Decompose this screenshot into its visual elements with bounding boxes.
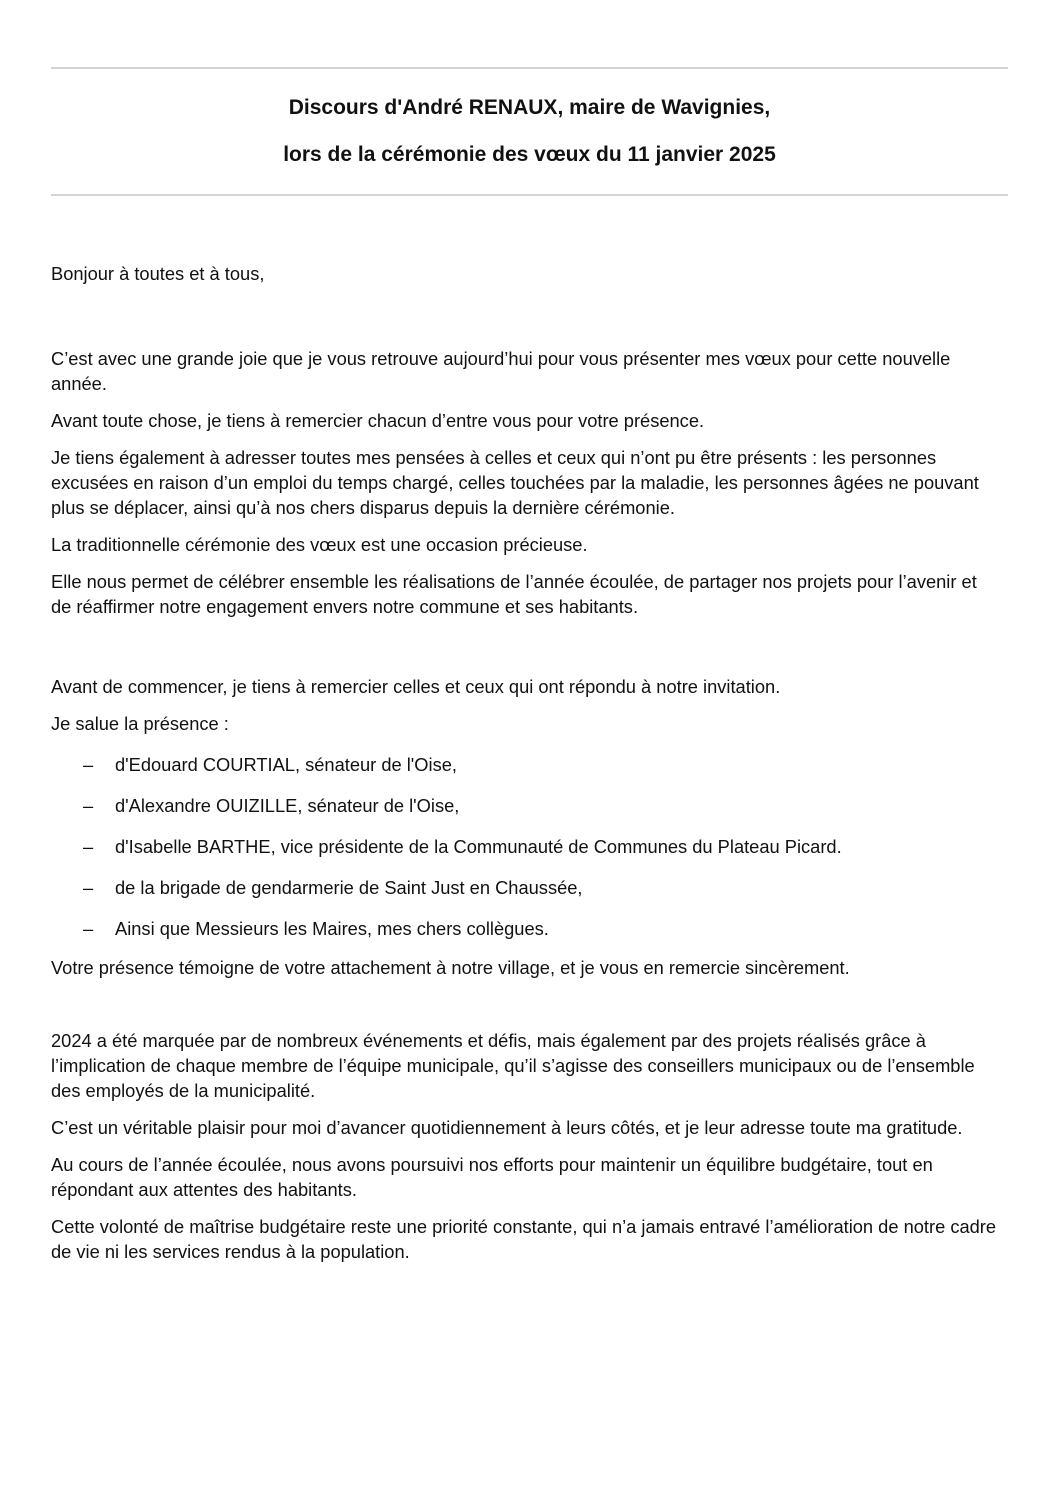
- bullet-dash: –: [83, 877, 94, 898]
- paragraph-intro-2: Avant toute chose, je tiens à remercier chacun d’entre vous pour votre présence.: [51, 410, 705, 431]
- bullet-dash: –: [83, 754, 94, 775]
- paragraph-2024-3: Au cours de l’année écoulée, nous avons poursuivi nos efforts pour maintenir un équilibre budgétaire, tout en répondant aux attentes des habitants.: [51, 1154, 933, 1200]
- paragraph-thanks-intro: Avant de commencer, je tiens à remercier celles et ceux qui ont répondu à notre invitation.: [51, 676, 781, 697]
- guest-text: Ainsi que Messieurs les Maires, mes chers collègues.: [115, 918, 549, 939]
- paragraph-2024-2: C’est un véritable plaisir pour moi d’avancer quotidiennement à leurs côtés, et je leur adresse toute ma gratitude.: [51, 1117, 963, 1138]
- paragraph-thanks-closing: Votre présence témoigne de votre attachement à notre village, et je vous en remercie sincèrement.: [51, 957, 850, 978]
- guest-text: d'Alexandre OUIZILLE, sénateur de l'Oise,: [115, 795, 460, 816]
- guest-text: de la brigade de gendarmerie de Saint Just en Chaussée,: [115, 877, 583, 898]
- greeting: Bonjour à toutes et à tous,: [51, 263, 265, 284]
- list-item: [51, 793, 1001, 818]
- paragraph-salute-intro: Je salue la présence :: [51, 713, 229, 734]
- list-item: [51, 834, 1001, 859]
- list-item: [51, 875, 1001, 900]
- paragraph-intro-1: C’est avec une grande joie que je vous retrouve aujourd’hui pour vous présenter mes vœux pour cette nouvelle année.: [51, 348, 951, 394]
- list-item: [51, 916, 1001, 941]
- paragraph-intro-3: Je tiens également à adresser toutes mes pensées à celles et ceux qui n’ont pu être présents : les personnes excusées en raison d’un emploi du temps chargé, celles touchées par la maladie, les personnes âgées ne pouvant plus se déplacer, ainsi qu’à nos chers disparus depuis la dernière cérémonie.: [51, 447, 979, 518]
- bullet-dash: –: [83, 795, 94, 816]
- guest-text: d'Isabelle BARTHE, vice présidente de la Communauté de Communes du Plateau Picard.: [115, 836, 842, 857]
- document-title-line2: lors de la cérémonie des vœux du 11 janvier 2025: [283, 143, 776, 166]
- paragraph-intro-4: La traditionnelle cérémonie des vœux est une occasion précieuse.: [51, 534, 588, 555]
- speech-body: [51, 261, 1001, 1264]
- paragraph-intro-5: Elle nous permet de célébrer ensemble les réalisations de l’année écoulée, de partager nos projets pour l’avenir et de réaffirmer notre engagement envers notre commune et ses habitants.: [51, 571, 977, 617]
- list-item: [51, 752, 1001, 777]
- bullet-dash: –: [83, 836, 94, 857]
- guest-text: d'Edouard COURTIAL, sénateur de l'Oise,: [115, 754, 457, 775]
- header-bottom-rule: [51, 194, 1008, 196]
- header-top-rule: [51, 67, 1008, 69]
- document-title-line1: Discours d'André RENAUX, maire de Wavignies,: [288, 96, 771, 119]
- paragraph-2024-1: 2024 a été marquée par de nombreux événements et défis, mais également par des projets réalisés grâce à l’implication de chaque membre de l’équipe municipale, qu’il s’agisse des conseillers municipaux ou de l’ensemble des employés de la municipalité.: [51, 1030, 975, 1101]
- paragraph-2024-4: Cette volonté de maîtrise budgétaire reste une priorité constante, qui n’a jamais entravé l’amélioration de notre cadre de vie ni les services rendus à la population.: [51, 1216, 997, 1262]
- bullet-dash: –: [83, 918, 94, 939]
- guest-list: [51, 752, 1001, 941]
